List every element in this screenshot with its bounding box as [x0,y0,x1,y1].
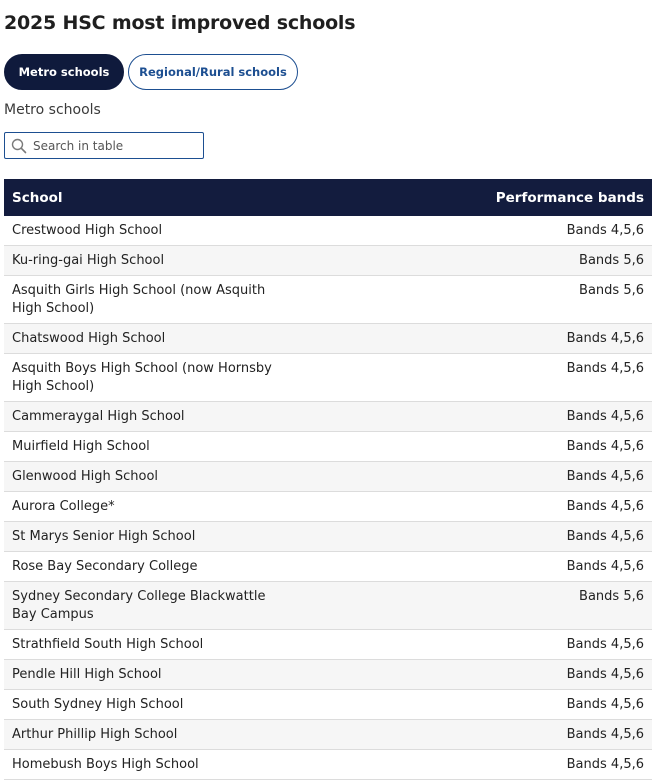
table-row [4,324,652,354]
table-row [4,660,652,690]
school-name-cell: Asquith Girls High School (now Asquith High School) [12,283,266,316]
school-name-cell: Asquith Boys High School (now Hornsby High School) [12,361,272,394]
school-name-cell: Ku-ring-gai High School [12,253,165,268]
search-box[interactable] [4,132,204,159]
search-icon [11,138,27,154]
school-name-cell: Pendle Hill High School [12,667,162,682]
performance-bands-cell: Bands 4,5,6 [566,559,644,574]
table-row [4,246,652,276]
column-header-school[interactable]: School [12,189,63,206]
school-name-cell: Crestwood High School [12,223,163,238]
search-input[interactable] [33,139,193,153]
table-row [4,690,652,720]
school-name-cell: Strathfield South High School [12,637,204,652]
table-header-row [4,179,652,216]
performance-bands-cell: Bands 5,6 [579,283,644,298]
table-row [4,354,652,402]
table-subtitle: Metro schools [4,102,101,118]
tab-bar [4,54,652,90]
performance-bands-cell: Bands 4,5,6 [566,697,644,712]
performance-bands-cell: Bands 4,5,6 [566,499,644,514]
performance-bands-cell: Bands 4,5,6 [566,469,644,484]
table-row [4,276,652,324]
table-row [4,552,652,582]
performance-bands-cell: Bands 4,5,6 [566,331,644,346]
table-row [4,522,652,552]
performance-bands-cell: Bands 4,5,6 [566,637,644,652]
table-row [4,582,652,630]
school-name-cell: Homebush Boys High School [12,757,199,772]
school-name-cell: Chatswood High School [12,331,166,346]
table-row [4,216,652,246]
performance-bands-cell: Bands 4,5,6 [566,223,644,238]
school-name-cell: Cammeraygal High School [12,409,185,424]
table-row [4,432,652,462]
school-name-cell: Rose Bay Secondary College [12,559,198,574]
school-name-cell: Arthur Phillip High School [12,727,178,742]
school-name-cell: Muirfield High School [12,439,150,454]
table-row [4,462,652,492]
performance-bands-cell: Bands 5,6 [579,589,644,604]
school-name-cell: Aurora College* [12,499,115,514]
school-name-cell: Glenwood High School [12,469,159,484]
performance-bands-cell: Bands 4,5,6 [566,529,644,544]
performance-bands-cell: Bands 4,5,6 [566,409,644,424]
schools-table [4,179,652,780]
column-header-performance-bands[interactable]: Performance bands [495,189,644,206]
table-row [4,402,652,432]
table-body [4,216,652,780]
table-row [4,630,652,660]
page-title: 2025 HSC most improved schools [4,12,356,34]
school-name-cell: South Sydney High School [12,697,184,712]
performance-bands-cell: Bands 4,5,6 [566,439,644,454]
school-name-cell: Sydney Secondary College Blackwattle Bay Campus [12,589,266,622]
table-row [4,492,652,522]
performance-bands-cell: Bands 4,5,6 [566,667,644,682]
table-row [4,720,652,750]
school-name-cell: St Marys Senior High School [12,529,196,544]
performance-bands-cell: Bands 4,5,6 [566,727,644,742]
tab-metro-schools[interactable]: Metro schools [4,54,124,90]
performance-bands-cell: Bands 5,6 [579,253,644,268]
tab-regional-rural-schools[interactable]: Regional/Rural schools [128,54,298,90]
performance-bands-cell: Bands 4,5,6 [566,757,644,772]
performance-bands-cell: Bands 4,5,6 [566,361,644,376]
